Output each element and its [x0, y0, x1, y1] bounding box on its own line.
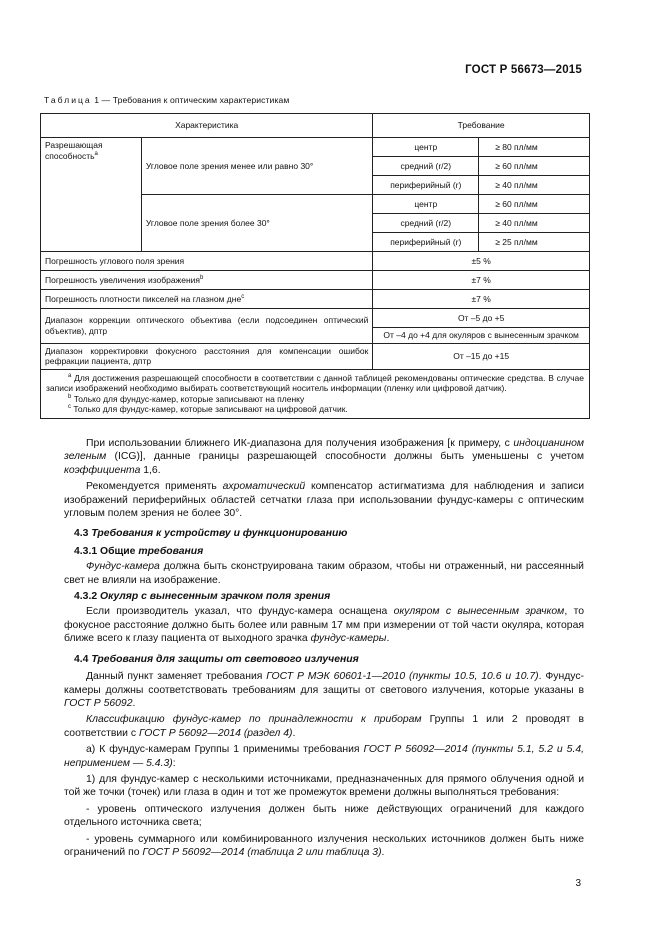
text-run: должна быть сконструирована таким образом, чтобы ни отраженный, ни рассеянный свет не влияли на изображение. — [64, 561, 584, 586]
table-row — [41, 138, 590, 157]
page-number: 3 — [575, 878, 581, 889]
italic-run: Фундус-камера — [86, 561, 160, 573]
optical-requirements-table — [40, 113, 590, 419]
pixel-error-footnote-mark: c — [241, 293, 245, 300]
italic-run: ГОСТ Р 56092 — [64, 697, 133, 709]
table-caption-prefix: Таблица — [44, 95, 92, 105]
note-b-text: Только для фундус-камер, которые записывают на пленку — [71, 393, 305, 404]
italic-run: окуляром с вынесенным зрачком — [393, 606, 565, 618]
resolution-footnote-mark: a — [94, 150, 98, 157]
value-cell: ≥ 80 пл/мм — [479, 138, 590, 157]
field-le30-cell: Угловое поле зрения менее или равно 30° — [141, 138, 372, 195]
text-run: Рекомендуется применять — [86, 481, 223, 493]
focus-label: Диапазон корректировки фокусного расстояния для компенсации ошибок рефракции пациента, дптр — [41, 343, 373, 369]
heading-title: Требования для защиты от светового излучения — [91, 653, 359, 665]
paragraph — [64, 833, 584, 860]
section-heading-4-3-1 — [64, 545, 584, 558]
note-c — [46, 404, 584, 415]
note-c-mark: c — [68, 404, 71, 411]
table-row — [41, 252, 590, 271]
text-run: При использовании ближнего ИК-диапазона для получения изображения [к примеру, с — [86, 438, 514, 449]
note-a-text: Для достижения разрешающей способности в соответствии с данной таблицей рекомендованы оптические средства. В случае записи изображений необходимо выбирать соответствующий носитель информации (пленку или цифровой датчик). — [46, 372, 584, 393]
correction-value-1: От –5 до +5 — [373, 309, 590, 328]
angle-error-label: Погрешность углового поля зрения — [41, 252, 373, 271]
italic-run: ГОСТ Р 56092—2014 (таблица 2 или таблица 3) — [142, 846, 382, 858]
text-run: . — [292, 727, 296, 739]
table-row — [41, 290, 590, 309]
zone-periph: периферийный (r) — [373, 176, 479, 195]
paragraph — [64, 437, 584, 477]
pixel-error-label-cell — [41, 290, 373, 309]
italic-run: ахроматический — [222, 481, 306, 493]
table-caption-text: 1 — Требования к оптическим характеристикам — [91, 95, 290, 105]
text-run: : — [172, 757, 176, 769]
zone-center: центр — [373, 138, 479, 157]
value-cell: ≥ 60 пл/мм — [479, 195, 590, 214]
correction-value-2: От –4 до +4 для окуляров с вынесенным зрачком — [373, 328, 590, 344]
text-run: (ICG)], данные границы разрешающей способности должны быть уменьшены с учетом — [106, 451, 584, 463]
text-run: . — [386, 633, 390, 645]
text-run: Данный пункт заменяет требования — [86, 671, 267, 683]
italic-run: ГОСТ Р 56092—2014 (пункты 5.1, 5.2 и 5.4, непримением — 5.4.3) — [64, 744, 585, 769]
section-heading-4-3 — [64, 527, 584, 540]
header-characteristic: Характеристика — [41, 114, 373, 138]
paragraph — [64, 670, 584, 710]
header-requirement: Требование — [373, 114, 590, 138]
text-run: 1,6. — [140, 464, 161, 476]
document-header: ГОСТ Р 56673—2015 — [465, 64, 582, 76]
table-row — [41, 343, 590, 369]
zone-middle: средний (r/2) — [373, 214, 479, 233]
paragraph — [64, 560, 584, 587]
text-run: Если производитель указал, что фундус-камера оснащена — [86, 606, 394, 618]
italic-run: Классификацию фундус-камер по принадлежности к приборам — [86, 714, 422, 726]
paragraph: 1) для фундус-камер с несколькими источниками, предназначенных для прямого облучения одной и той же точки (точек) или глаза в один и тот же промежуток времени должны выполняться требования: — [64, 773, 584, 799]
italic-run: коэффициента — [64, 464, 141, 476]
text-run: . Фундус-камеры должны соответствовать требованиям для защиты от светового излучения, которые указаны в — [64, 671, 584, 696]
italic-run: ГОСТ Р 56092—2014 (раздел 4) — [138, 727, 293, 739]
mag-error-label: Погрешность увеличения изображения — [45, 274, 201, 285]
zone-periph: периферийный (r) — [373, 233, 479, 252]
heading-title: Окуляр с вынесенным зрачком поля зрения — [100, 591, 331, 603]
value-cell: ≥ 60 пл/мм — [479, 157, 590, 176]
paragraph — [64, 713, 584, 740]
table-notes — [41, 369, 590, 418]
pixel-error-label: Погрешность плотности пикселей на глазном дне — [45, 293, 242, 304]
zone-center: центр — [373, 195, 479, 214]
heading-title: Требования к устройству и функционированию — [91, 528, 348, 540]
note-b-mark: b — [68, 393, 72, 400]
table-row — [41, 271, 590, 290]
text-run: . — [381, 846, 385, 858]
value-cell: ≥ 40 пл/мм — [479, 214, 590, 233]
heading-number: 4.3.1 Общие — [74, 545, 139, 557]
heading-number: 4.3 — [74, 528, 92, 540]
correction-label: Диапазон коррекции оптического объектива (если подсоединен оптический объектив), дптр — [41, 309, 373, 344]
paragraph — [64, 743, 584, 770]
italic-run: ГОСТ Р МЭК 60601-1—2010 (пункты 10.5, 10.6 и 10.7) — [266, 671, 539, 683]
paragraph — [64, 480, 584, 520]
pixel-error-value: ±7 % — [373, 290, 590, 309]
paragraph — [64, 605, 584, 645]
text-run: компенсатор астигматизма для наблюдения и записи изображений периферийных областей сетчатки глаза при использовании фундус-камеры с оптическим угловым полем зрения не более 30°. — [64, 481, 584, 520]
table-header-row — [41, 114, 590, 138]
text-run: Группы 1 или 2 проводят в соответствии с — [64, 714, 584, 739]
text-run: а) К фундус-камерам Группы 1 применимы требования — [86, 744, 364, 756]
mag-error-footnote-mark: b — [200, 274, 204, 281]
italic-run: индоцианином зеленым — [64, 438, 584, 463]
body-text — [64, 437, 584, 862]
note-b — [46, 394, 584, 405]
italic-run: фундус-камеры — [310, 633, 387, 645]
table-caption — [44, 95, 289, 105]
section-heading-4-4 — [64, 653, 584, 666]
text-run: , то фокусное расстояние должно быть более или равным 17 мм при измерении от той части окуляра, которая ближе всего к глазу пациента от выходного зрачка — [64, 606, 584, 645]
heading-number: 4.3.2 — [74, 591, 100, 603]
section-heading-4-3-2 — [64, 590, 584, 603]
note-a — [46, 373, 584, 394]
zone-middle: средний (r/2) — [373, 157, 479, 176]
note-a-mark: a — [68, 372, 72, 379]
note-c-text: Только для фундус-камер, которые записывают на цифровой датчик. — [71, 404, 348, 414]
resolution-label: Разрешающая способность — [45, 140, 103, 161]
angle-error-value: ±5 % — [373, 252, 590, 271]
heading-title: требования — [138, 545, 204, 557]
value-cell: ≥ 25 пл/мм — [479, 233, 590, 252]
text-run: . — [132, 697, 136, 709]
field-gt30-cell: Угловое поле зрения более 30° — [141, 195, 372, 252]
focus-value: От –15 до +15 — [373, 343, 590, 369]
table-notes-row — [41, 369, 590, 418]
table-row — [41, 309, 590, 328]
paragraph: - уровень оптического излучения должен быть ниже действующих ограничений для каждого отдельного источника света; — [64, 803, 584, 829]
mag-error-label-cell — [41, 271, 373, 290]
text-run: - уровень суммарного или комбинированного излучения нескольких источников должен быть ниже ограничений по — [64, 833, 584, 858]
heading-number: 4.4 — [74, 653, 92, 665]
resolution-cell — [41, 138, 142, 252]
value-cell: ≥ 40 пл/мм — [479, 176, 590, 195]
mag-error-value: ±7 % — [373, 271, 590, 290]
